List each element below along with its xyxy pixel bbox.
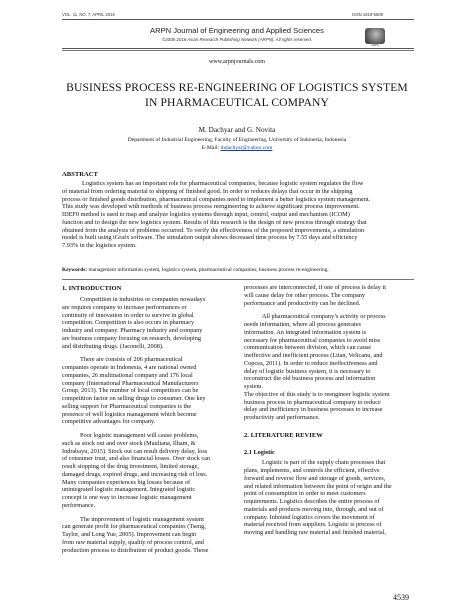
text-line: industry and company. Pharmacy industry and company [62, 327, 203, 334]
text-line: will cause delay for other process. The company [244, 291, 366, 299]
keywords-text: management information system, logistics system, pharmaceutical companies, business process re-engineering. [88, 267, 329, 273]
page-number: 4539 [393, 593, 409, 602]
text-line: requirements. Logistics describes the entire process of [244, 498, 380, 505]
left-column [62, 296, 232, 554]
text-line: can generate profit for pharmaceutical companies (Tseng, [62, 523, 206, 531]
text-line: Group, 2013). The number of local competitors can be [62, 387, 199, 395]
text-line: companies, 26 multinational company and 176 local [62, 371, 193, 379]
issn-info: ISSN 1819-6608 [352, 12, 383, 17]
text-line: There are consists of 206 pharmaceutical [80, 356, 183, 364]
text-line: Indrabayu, 2015). Stock out can result delivery delay, loss [62, 447, 208, 455]
text-line: Many companies experiences big losses because of [62, 478, 191, 486]
header-rule-bottom-thin [62, 50, 414, 51]
text-line: Poor logistic management will cause problems, [80, 432, 199, 439]
text-line: moving and handling raw material and finished material, [244, 529, 386, 536]
abstract-line: obtained from the analysis of problems occurred. To verify the effectiveness of the proposed improvements, a simulation [62, 226, 365, 234]
text-line: from raw material supply, quality of process control, and [62, 538, 204, 546]
arpn-logo-icon [365, 28, 385, 44]
text-line: company. Inbound logistics covers the movement of [244, 513, 375, 521]
arpn-logo-text: ARPN [371, 44, 379, 47]
text-line: delay and inefficiency in business processes to increase [244, 406, 383, 414]
title-line-1: BUSINESS PROCESS RE-ENGINEERING OF LOGISTICS SYSTEM [66, 81, 408, 94]
copyright-line: ©2006-2016 Asian Research Publishing Network (ARPN). All rights reserved. [161, 37, 313, 42]
abstract-line: function and to design the new logistics system. Results of this research is the design of new process through strategy that [62, 218, 367, 226]
abstract-body [62, 180, 414, 250]
text-line: Taylor, and Long Yue, 2005). Improvement can begin [62, 531, 197, 538]
authors: M. Dachyar and G. Novita [198, 126, 276, 134]
text-line: material received from suppliers. Logistic is process of [244, 521, 382, 529]
text-line: damaged drugs, expired drugs, and increasing risk of loss. [62, 470, 208, 478]
text-line: forward and reverse flow and storage of goods, services, [244, 474, 386, 482]
text-line: Logistic is part of the supply chain processes that [262, 459, 386, 467]
text-line: competitive advantages for company. [62, 418, 156, 426]
text-line: and related information between the point of origin and the [244, 482, 392, 490]
text-line: reconstruct the old business process and information [244, 375, 376, 383]
section-heading-introduction: 1. INTRODUCTION [62, 285, 122, 292]
text-line: necessary for pharmaceutical companies to avoid miss [244, 336, 381, 344]
text-line: The objective of this study is to reengineer logistic system [244, 390, 390, 398]
abstract-line: Logistics system has an important role for pharmaceutical companies, because logistic system regulates the flow [82, 180, 364, 187]
text-line: of consumer trust, and also financial losses. Over stock can [62, 455, 211, 463]
intro-paragraph-2 [62, 356, 232, 426]
text-line: materials and products moving into, through, and out of [244, 505, 384, 513]
abstract-line: 7.93% in the logistics system. [62, 242, 137, 249]
text-line: ineffective and inefficient process (Litan, Velicanu, and [244, 352, 383, 359]
email-link[interactable]: mdachyar@yahoo.com [220, 145, 273, 151]
text-line: and distributing drugs. (Jaconelli, 2008). [62, 342, 164, 350]
text-line: competition factor on selling drugs to consumer. One key [62, 395, 206, 402]
text-line: point of consumption in order to meet customers [244, 490, 366, 498]
text-line: companies operate in Indonesia, 4 are national owned [62, 364, 197, 371]
text-line: delay of logistic business system, it is necessary to [244, 367, 371, 375]
header-rule-bottom [62, 48, 414, 49]
text-line: continuity of innovation in order to survive in global [62, 311, 194, 319]
paper-title [0, 80, 474, 110]
intro-paragraph-3 [62, 432, 232, 510]
text-line: communication between division, which can cause [244, 344, 372, 352]
text-line: selling support for Pharmaceutical companies is the [62, 402, 192, 410]
email-line [0, 145, 474, 151]
abstract-line: of material from ordering material to shipping of finished good. In order to reduces delays that occur in the shipping [62, 187, 353, 195]
intro-paragraph-7 [244, 391, 414, 422]
text-line: concept is one way to increase logistic management [62, 494, 192, 501]
abstract-line: IDEF0 method is used to map and analyze logistics systems through input, control, output and mechanism (ICOM) [62, 211, 350, 218]
text-line: The improvement of logistic management system [80, 515, 204, 523]
text-line: unintegrated logistic management. Integrated logistic [62, 486, 196, 494]
text-line: processes are interconnected, if one of process is delay it [244, 284, 386, 291]
journal-name: ARPN Journal of Engineering and Applied Sciences [150, 26, 324, 35]
abstract-heading: ABSTRACT [62, 171, 98, 178]
text-line: business process in pharmaceutical company to reduce [244, 398, 381, 406]
right-column [244, 284, 414, 537]
intro-paragraph-5 [244, 284, 414, 307]
header-rule-top [62, 19, 414, 20]
text-line: are business company focusing on research, developing [62, 334, 202, 342]
text-line: Copcea, 2011). In order to reduce ineffectiveness and [244, 359, 378, 367]
abstract-rule [62, 279, 414, 280]
title-line-2: IN PHARMACEUTICAL COMPANY [145, 96, 329, 109]
text-line: Competition in industries or companies nowadays [80, 296, 206, 303]
affiliation: Department of Industrial Engineering, Faculty of Engineering, University of Indonesia, Indonesia [127, 137, 347, 143]
text-line: system. [244, 383, 263, 390]
text-line: company (International Pharmaceutical Manufacturers [62, 379, 199, 387]
abstract-line: This study was developed with methods of business process reengineering to achieve significant process improvement. [62, 203, 360, 211]
abstract-line: model is built using iGrafx software. The simulation output shows decreased time process by 7.55 days and efficiency [62, 234, 358, 242]
intro-paragraph-6 [244, 313, 414, 391]
text-line: performance and productivity can be declined. [244, 299, 361, 307]
text-line: All pharmaceutical company’s activity or process [262, 313, 386, 321]
keywords [62, 267, 414, 273]
intro-paragraph-1 [62, 296, 232, 350]
section-heading-literature-review: 2. LITERATURE REVIEW [244, 431, 323, 439]
text-line: needs information, where all process generates [244, 321, 361, 328]
text-line: performance. [62, 501, 96, 509]
text-line: presence of well logistics management which become [62, 410, 197, 418]
email-label: E-Mail: [201, 145, 220, 151]
text-line: plans, implements, and controls the efficient, effective [244, 467, 380, 474]
keywords-label: Keywords: [62, 267, 88, 273]
text-line: are requires company to increase performances or [62, 303, 187, 311]
logistic-paragraph [244, 459, 414, 537]
text-line: production process to distribution of product goods. Those [62, 546, 209, 554]
text-line: such as stock out and over stock (Mauliana, Ilham, & [62, 439, 196, 447]
intro-paragraph-4 [62, 516, 232, 555]
subsection-heading-logistic: 2.1 Logistic [244, 448, 275, 456]
journal-url[interactable]: www.arpnjournals.com [209, 59, 265, 65]
text-line: competition. Competition is also occurs in pharmacy [62, 319, 195, 327]
text-line: productivity and performance. [244, 414, 320, 421]
text-line: result stopping of the drug investment, limited storage, [62, 463, 199, 470]
volume-info: VOL. 11, NO. 7, APRIL 2016 [62, 12, 115, 17]
text-line: information. An integrated information system is [244, 328, 367, 336]
abstract-line: process or finished goods distribution, pharmaceutical companies need to implement a better logistics system management. [62, 195, 371, 203]
